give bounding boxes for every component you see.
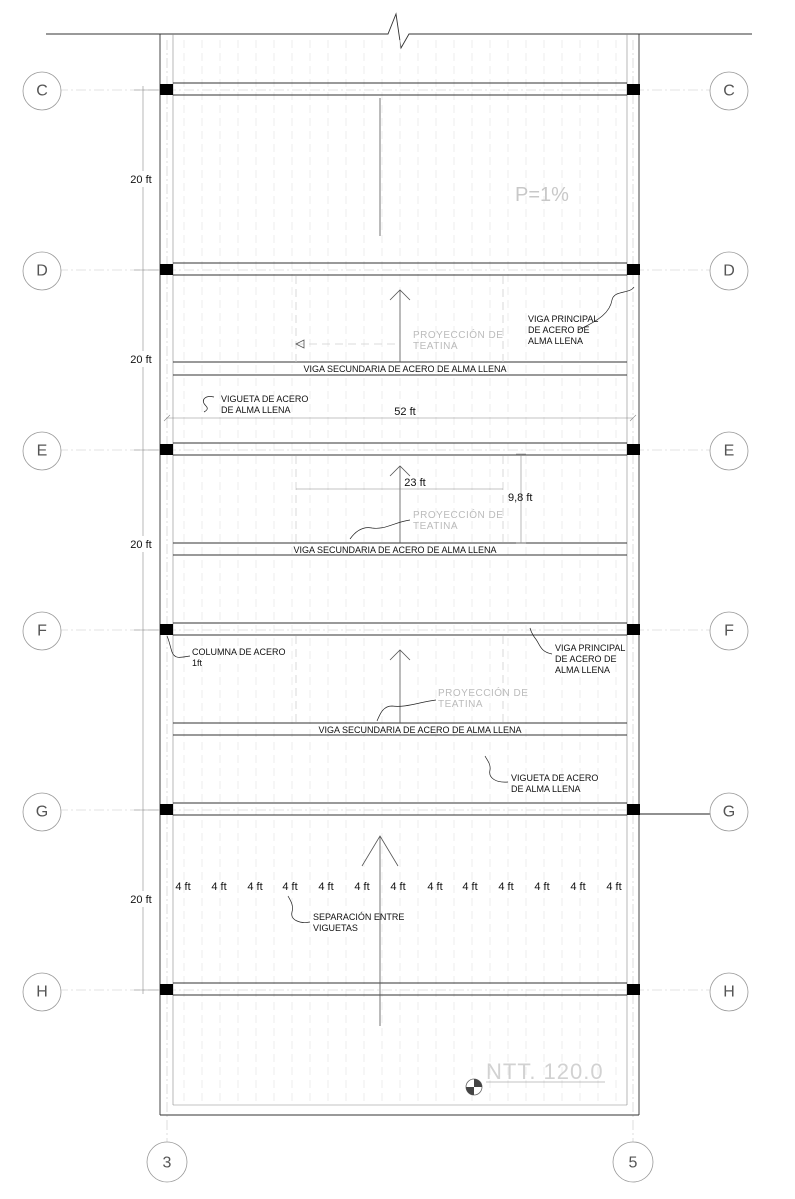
label-viga-secundaria-3: VIGA SECUNDARIA DE ACERO DE ALMA LLENA — [318, 725, 522, 735]
label-viga-secundaria-2: VIGA SECUNDARIA DE ACERO DE ALMA LLENA — [293, 545, 497, 555]
joist-spacing: 4 ft — [282, 881, 298, 893]
grid-bubble-3 — [147, 1142, 187, 1182]
joist-spacing: 4 ft — [534, 881, 550, 893]
overall-width-label: 52 ft — [394, 406, 416, 418]
svg-text:VIGUETAS: VIGUETAS — [313, 923, 358, 933]
column — [160, 264, 173, 275]
label-viga-principal-1 — [528, 287, 634, 346]
level-text: NTT. 120.0 — [486, 1059, 604, 1084]
bay-dim-gh: 20 ft — [130, 894, 152, 906]
grid-bubble-d-left — [23, 252, 61, 290]
svg-text:D: D — [36, 262, 48, 280]
label-vigueta-1 — [203, 394, 308, 415]
grid-lines — [58, 40, 712, 1148]
svg-text:TEATINA: TEATINA — [413, 521, 458, 532]
svg-text:VIGA PRINCIPAL: VIGA PRINCIPAL — [528, 314, 599, 324]
joist-spacing: 4 ft — [498, 881, 514, 893]
label-columna — [167, 636, 286, 668]
column — [627, 804, 640, 815]
joist-spacing: 4 ft — [462, 881, 478, 893]
column — [627, 984, 640, 995]
svg-text:PROYECCIÓN DE: PROYECCIÓN DE — [438, 688, 529, 699]
svg-text:TEATINA: TEATINA — [413, 341, 458, 352]
svg-text:SEPARACIÓN ENTRE: SEPARACIÓN ENTRE — [313, 912, 405, 922]
svg-text:TEATINA: TEATINA — [438, 699, 483, 710]
column — [160, 84, 173, 95]
svg-text:5: 5 — [628, 1154, 638, 1172]
joist-spacing: 4 ft — [606, 881, 622, 893]
svg-text:H: H — [723, 983, 735, 1001]
svg-text:DE ACERO DE: DE ACERO DE — [555, 654, 617, 664]
svg-text:D: D — [723, 262, 735, 280]
svg-text:VIGUETA DE ACERO: VIGUETA DE ACERO — [511, 773, 599, 783]
joist-spacing: 4 ft — [211, 881, 227, 893]
svg-text:G: G — [35, 803, 49, 821]
grid-bubble-f-left — [23, 612, 61, 650]
joist-spacing: 4 ft — [354, 881, 370, 893]
joist-spacing: 4 ft — [570, 881, 586, 893]
bay-dim-de: 20 ft — [130, 354, 152, 366]
label-viga-secundaria-1: VIGA SECUNDARIA DE ACERO DE ALMA LLENA — [303, 364, 507, 374]
joist-spacing: 4 ft — [390, 881, 406, 893]
skylight-depth-label: 9,8 ft — [508, 492, 533, 504]
column — [627, 264, 640, 275]
column — [627, 84, 640, 95]
svg-text:F: F — [37, 622, 47, 640]
grid-bubble-d-right — [710, 252, 748, 290]
column — [160, 444, 173, 455]
break-line — [46, 14, 752, 48]
joist-spacing: 4 ft — [427, 881, 443, 893]
grid-bubble-g-right — [710, 793, 748, 831]
svg-text:E: E — [723, 442, 735, 460]
column — [160, 624, 173, 635]
svg-text:PROYECCIÓN DE: PROYECCIÓN DE — [413, 510, 504, 521]
svg-text:3: 3 — [162, 1154, 172, 1172]
slope-text: P=1% — [515, 184, 569, 206]
svg-text:VIGA PRINCIPAL: VIGA PRINCIPAL — [555, 643, 626, 653]
column — [627, 444, 640, 455]
svg-text:C: C — [723, 82, 735, 100]
grid-bubble-f-right — [710, 612, 748, 650]
bay-dim-ef: 20 ft — [130, 539, 152, 551]
label-vigueta-2 — [485, 756, 598, 794]
grid-bubble-g-left — [23, 793, 61, 831]
grid-bubble-c-left — [23, 72, 61, 110]
label-proyeccion-2 — [350, 508, 503, 539]
column — [160, 804, 173, 815]
grid-bubble-e-left — [23, 432, 61, 470]
svg-text:ALMA LLENA: ALMA LLENA — [528, 336, 584, 346]
grid-bubble-e-right — [710, 432, 748, 470]
skylight-width-label: 23 ft — [404, 477, 426, 489]
svg-text:G: G — [722, 803, 736, 821]
svg-text:F: F — [724, 622, 734, 640]
svg-text:C: C — [36, 82, 48, 100]
svg-text:1ft: 1ft — [192, 658, 203, 668]
svg-text:COLUMNA DE ACERO: COLUMNA DE ACERO — [192, 647, 286, 657]
grid-bubble-h-right — [710, 973, 748, 1011]
joist-spacing: 4 ft — [247, 881, 263, 893]
svg-text:DE ALMA LLENA: DE ALMA LLENA — [511, 784, 581, 794]
grid-bubble-h-left — [23, 973, 61, 1011]
svg-text:ALMA LLENA: ALMA LLENA — [555, 665, 611, 675]
skylight-dimensions — [296, 454, 526, 543]
svg-text:DE ALMA LLENA: DE ALMA LLENA — [221, 405, 291, 415]
joist-spacing-labels — [175, 881, 621, 893]
column — [627, 624, 640, 635]
grid-bubble-c-right — [710, 72, 748, 110]
grid-bubble-5 — [613, 1142, 653, 1182]
svg-text:E: E — [36, 442, 48, 460]
column — [160, 984, 173, 995]
bay-dim-cd: 20 ft — [130, 174, 152, 186]
joist-spacing: 4 ft — [318, 881, 334, 893]
svg-text:DE ACERO DE: DE ACERO DE — [528, 325, 590, 335]
joist-spacing: 4 ft — [175, 881, 191, 893]
svg-text:VIGUETA DE ACERO: VIGUETA DE ACERO — [221, 394, 309, 404]
svg-text:PROYECCIÓN DE: PROYECCIÓN DE — [413, 330, 504, 341]
svg-text:H: H — [36, 983, 48, 1001]
